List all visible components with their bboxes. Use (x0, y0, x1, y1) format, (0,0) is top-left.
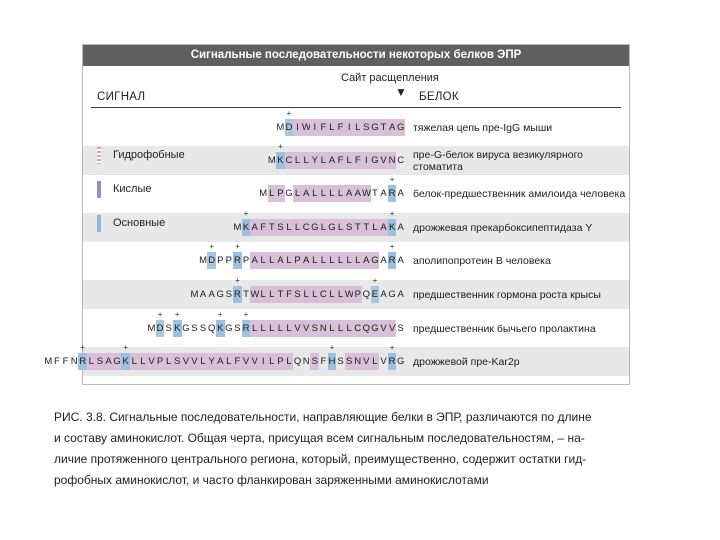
amino-acid-residue: L (353, 252, 362, 269)
amino-acid-residue: L (87, 353, 96, 370)
amino-acid-residue: A (380, 255, 387, 266)
amino-acid-residue: F (259, 219, 268, 236)
amino-acid-residue: + R (388, 353, 397, 370)
amino-acid-residue: L (371, 219, 380, 236)
amino-acid-residue: M (190, 289, 199, 300)
amino-acid-residue: P (225, 255, 232, 266)
caption-line: и составу аминокислот. Общая черта, присущая всем сигнальным последовательностям, – на- (54, 431, 585, 445)
amino-acid-residue: A (397, 255, 404, 266)
amino-acid-residue: T (362, 219, 371, 236)
amino-acid-residue: L (371, 353, 380, 370)
amino-acid-residue: A (302, 185, 311, 202)
amino-acid-residue: P (353, 286, 362, 303)
amino-acid-residue: G (371, 252, 380, 269)
amino-acid-residue: P (156, 353, 165, 370)
signal-column-header: СИГНАЛ (97, 91, 146, 103)
signal-sequence (276, 119, 405, 136)
amino-acid-residue: A (379, 219, 388, 236)
amino-acid-residue: M (259, 188, 268, 199)
amino-acid-residue: G (182, 323, 190, 334)
amino-acid-residue: L (225, 353, 234, 370)
amino-acid-residue: V (182, 353, 191, 370)
protein-name: аполипопротеин В человека (413, 254, 551, 267)
amino-acid-residue: P (242, 255, 250, 266)
signal-sequence (199, 252, 405, 269)
amino-acid-residue: N (353, 353, 362, 370)
amino-acid-residue: A (302, 252, 311, 269)
amino-acid-residue: L (285, 353, 294, 370)
amino-acid-residue: F (353, 152, 362, 169)
figure-caption (54, 407, 666, 491)
amino-acid-residue: V (379, 320, 388, 337)
amino-acid-residue: V (362, 353, 371, 370)
amino-acid-residue: L (336, 286, 345, 303)
amino-acid-residue: L (328, 286, 337, 303)
protein-name: предшественник бычьего пролактина (413, 322, 596, 335)
amino-acid-residue: L (345, 320, 354, 337)
amino-acid-residue: W (345, 286, 354, 303)
amino-acid-residue: V (388, 320, 397, 337)
amino-acid-residue: G (113, 353, 122, 370)
amino-acid-residue: L (268, 353, 277, 370)
amino-acid-residue: A (276, 252, 285, 269)
amino-acid-residue: A (362, 252, 371, 269)
amino-acid-residue: L (328, 320, 337, 337)
amino-acid-residue: L (336, 219, 345, 236)
signal-sequence (147, 320, 405, 337)
sequence-row (83, 179, 629, 208)
amino-acid-residue: S (165, 323, 172, 334)
basic-swatch (97, 215, 101, 232)
amino-acid-residue: L (259, 252, 268, 269)
amino-acid-residue: A (216, 353, 225, 370)
amino-acid-residue: N (319, 320, 328, 337)
amino-acid-residue: A (345, 185, 354, 202)
amino-acid-residue: G (397, 356, 405, 367)
amino-acid-residue: V (380, 356, 387, 367)
amino-acid-residue: L (319, 252, 328, 269)
amino-acid-residue: + K (121, 353, 130, 370)
amino-acid-residue: L (328, 119, 337, 136)
amino-acid-residue: W (250, 286, 259, 303)
protein-column-header: БЕЛОК (419, 91, 459, 103)
amino-acid-residue: T (243, 289, 249, 300)
amino-acid-residue: L (345, 152, 354, 169)
amino-acid-residue: F (285, 286, 294, 303)
amino-acid-residue: V (242, 353, 251, 370)
amino-acid-residue: P (276, 353, 285, 370)
amino-acid-residue: + K (242, 219, 251, 236)
amino-acid-residue: + R (78, 353, 87, 370)
figure-title: Сигнальные последовательности некоторых белков ЭПР (83, 45, 629, 66)
amino-acid-residue: A (250, 219, 259, 236)
amino-acid-residue: V (379, 152, 388, 169)
amino-acid-residue: S (337, 356, 344, 367)
amino-acid-residue: T (372, 188, 378, 199)
amino-acid-residue: L (336, 252, 345, 269)
amino-acid-residue: L (319, 185, 328, 202)
amino-acid-residue: L (345, 252, 354, 269)
protein-name: дрожжевая прекарбоксипептидаза Y (413, 221, 593, 234)
amino-acid-residue: + K (388, 219, 397, 236)
amino-acid-residue: N (70, 356, 78, 367)
protein-name: тяжелая цепь пре-IgG мыши (413, 121, 553, 134)
signal-sequence (268, 152, 406, 169)
amino-acid-residue: G (216, 289, 224, 300)
amino-acid-residue: L (259, 286, 268, 303)
amino-acid-residue: + R (233, 252, 242, 269)
amino-acid-residue: I (362, 152, 371, 169)
amino-acid-residue: A (388, 119, 397, 136)
sequence-row (83, 280, 629, 309)
amino-acid-residue: W (362, 185, 371, 202)
amino-acid-residue: L (328, 185, 337, 202)
amino-acid-residue: G (225, 323, 233, 334)
amino-acid-residue: F (62, 356, 69, 367)
amino-acid-residue: C (353, 320, 362, 337)
protein-name: белок-предшественник амилоида человека (413, 187, 626, 200)
amino-acid-residue: N (302, 356, 310, 367)
caption-line: рофобных аминокислот, и часто фланкирован заряженными аминокислотами (54, 473, 489, 487)
amino-acid-residue: + K (276, 152, 285, 169)
sequence-row (83, 113, 629, 142)
amino-acid-residue: F (319, 119, 328, 136)
amino-acid-residue: Y (207, 353, 216, 370)
amino-acid-residue: L (293, 152, 302, 169)
amino-acid-residue: M (267, 155, 276, 166)
amino-acid-residue: + K (173, 320, 182, 337)
amino-acid-residue: L (268, 185, 277, 202)
amino-acid-residue: C (319, 286, 328, 303)
amino-acid-residue: S (173, 353, 182, 370)
amino-acid-residue: S (362, 119, 371, 136)
amino-acid-residue: L (268, 320, 277, 337)
amino-acid-residue: + E (371, 286, 380, 303)
amino-acid-residue: M (199, 255, 207, 266)
amino-acid-residue: F (320, 356, 327, 367)
amino-acid-residue: S (96, 353, 105, 370)
amino-acid-residue: L (336, 320, 345, 337)
amino-acid-residue: S (310, 320, 319, 337)
amino-acid-residue: S (191, 323, 198, 334)
signal-sequence (259, 185, 405, 202)
cleavage-site-label: Сайт расщепления (341, 72, 439, 84)
amino-acid-residue: L (285, 320, 294, 337)
amino-acid-residue: L (130, 353, 139, 370)
amino-acid-residue: L (276, 320, 285, 337)
legend-label: Гидрофобные (113, 149, 185, 161)
amino-acid-residue: P (276, 185, 285, 202)
amino-acid-residue: L (302, 152, 311, 169)
amino-acid-residue: S (234, 323, 241, 334)
amino-acid-residue: + R (388, 252, 397, 269)
amino-acid-residue: V (302, 320, 311, 337)
amino-acid-residue: L (319, 152, 328, 169)
amino-acid-residue: Q (293, 356, 302, 367)
protein-name: дрожжевой пре-Kar2p (413, 355, 520, 368)
amino-acid-residue: L (285, 252, 294, 269)
amino-acid-residue: A (353, 185, 362, 202)
signal-sequence (190, 286, 405, 303)
amino-acid-residue: A (208, 289, 215, 300)
signal-sequence-figure (44, 44, 630, 385)
amino-acid-residue: L (310, 252, 319, 269)
legend-hydrophobic (97, 146, 185, 164)
legend-acidic (97, 180, 152, 198)
amino-acid-residue: Q (207, 323, 216, 334)
amino-acid-residue: + H (328, 353, 337, 370)
amino-acid-residue: A (397, 289, 404, 300)
amino-acid-residue: G (396, 119, 405, 136)
amino-acid-residue: S (397, 323, 404, 334)
amino-acid-residue: V (190, 353, 199, 370)
amino-acid-residue: M (147, 323, 156, 334)
amino-acid-residue: A (380, 188, 387, 199)
amino-acid-residue: A (199, 289, 207, 300)
sequence-row (44, 347, 629, 376)
amino-acid-residue: G (371, 119, 380, 136)
amino-acid-residue: A (104, 353, 113, 370)
amino-acid-residue: + K (216, 320, 225, 337)
amino-acid-residue: S (345, 219, 354, 236)
amino-acid-residue: V (250, 353, 259, 370)
amino-acid-residue: L (328, 252, 337, 269)
amino-acid-residue: G (285, 188, 293, 199)
hydrophobic-swatch (97, 147, 101, 164)
amino-acid-residue: S (199, 323, 207, 334)
amino-acid-residue: G (371, 320, 380, 337)
amino-acid-residue: + D (207, 252, 216, 269)
amino-acid-residue: + R (388, 185, 397, 202)
acidic-swatch (97, 181, 101, 198)
amino-acid-residue: T (379, 119, 388, 136)
amino-acid-residue: A (380, 289, 387, 300)
sequence-row (83, 314, 629, 343)
amino-acid-residue: C (302, 219, 311, 236)
amino-acid-residue: L (139, 353, 148, 370)
sequence-row (83, 246, 629, 275)
amino-acid-residue: V (293, 320, 302, 337)
amino-acid-residue: C (285, 152, 294, 169)
amino-acid-residue: P (217, 255, 224, 266)
amino-acid-residue: M (44, 356, 53, 367)
amino-acid-residue: Q (362, 320, 371, 337)
amino-acid-residue: A (250, 252, 259, 269)
signal-sequence (44, 353, 405, 370)
amino-acid-residue: L (293, 185, 302, 202)
amino-acid-residue: T (353, 219, 362, 236)
amino-acid-residue: G (371, 152, 380, 169)
amino-acid-residue: C (397, 155, 405, 166)
amino-acid-residue: + R (233, 286, 242, 303)
amino-acid-residue: Q (362, 289, 371, 300)
amino-acid-residue: S (310, 353, 319, 370)
amino-acid-residue: L (285, 219, 294, 236)
amino-acid-residue: M (276, 122, 285, 133)
signal-sequence (233, 219, 405, 236)
amino-acid-residue: S (276, 219, 285, 236)
caption-line: личие протяженного центрального региона, который, преимущественно, содержит остатки гид- (54, 452, 587, 466)
amino-acid-residue: Y (310, 152, 319, 169)
amino-acid-residue: F (336, 152, 345, 169)
amino-acid-residue: L (268, 252, 277, 269)
amino-acid-residue: T (276, 286, 285, 303)
amino-acid-residue: L (268, 286, 277, 303)
amino-acid-residue: F (233, 353, 242, 370)
amino-acid-residue: L (293, 219, 302, 236)
amino-acid-residue: + R (242, 320, 251, 337)
legend-basic (97, 214, 165, 232)
amino-acid-residue: G (388, 289, 396, 300)
amino-acid-residue: I (345, 119, 354, 136)
cleavage-arrow-icon: ▼ (395, 85, 407, 99)
amino-acid-residue: S (345, 353, 354, 370)
amino-acid-residue: L (310, 185, 319, 202)
amino-acid-residue: L (336, 185, 345, 202)
caption-line: РИС. 3.8. Сигнальные последовательности, направляющие белки в ЭПР, различаются по длине (54, 410, 592, 424)
amino-acid-residue: + D (285, 119, 294, 136)
amino-acid-residue: V (147, 353, 156, 370)
amino-acid-residue: A (328, 152, 337, 169)
amino-acid-residue: L (353, 119, 362, 136)
legend-label: Основные (113, 217, 166, 229)
amino-acid-residue: N (388, 152, 397, 169)
amino-acid-residue: L (259, 320, 268, 337)
legend-label: Кислые (113, 183, 152, 195)
protein-name: предшественник гормона роста крысы (413, 288, 601, 301)
amino-acid-residue: L (250, 320, 259, 337)
amino-acid-residue: L (164, 353, 173, 370)
amino-acid-residue: M (233, 222, 242, 233)
header-divider (91, 107, 621, 108)
amino-acid-residue: I (259, 353, 268, 370)
amino-acid-residue: W (302, 119, 311, 136)
amino-acid-residue: S (225, 289, 232, 300)
amino-acid-residue: F (54, 356, 60, 367)
amino-acid-residue: T (268, 219, 277, 236)
amino-acid-residue: L (302, 286, 311, 303)
amino-acid-residue: A (397, 188, 404, 199)
amino-acid-residue: + D (156, 320, 165, 337)
amino-acid-residue: L (319, 219, 328, 236)
amino-acid-residue: A (397, 222, 404, 233)
amino-acid-residue: P (293, 252, 302, 269)
amino-acid-residue: G (328, 219, 337, 236)
amino-acid-residue: L (199, 353, 208, 370)
amino-acid-residue: F (336, 119, 345, 136)
amino-acid-residue: L (310, 286, 319, 303)
amino-acid-residue: I (310, 119, 319, 136)
amino-acid-residue: I (293, 119, 302, 136)
amino-acid-residue: S (293, 286, 302, 303)
amino-acid-residue: G (310, 219, 319, 236)
protein-name: пре-G-белок вируса везикулярного стоматита (413, 148, 584, 173)
